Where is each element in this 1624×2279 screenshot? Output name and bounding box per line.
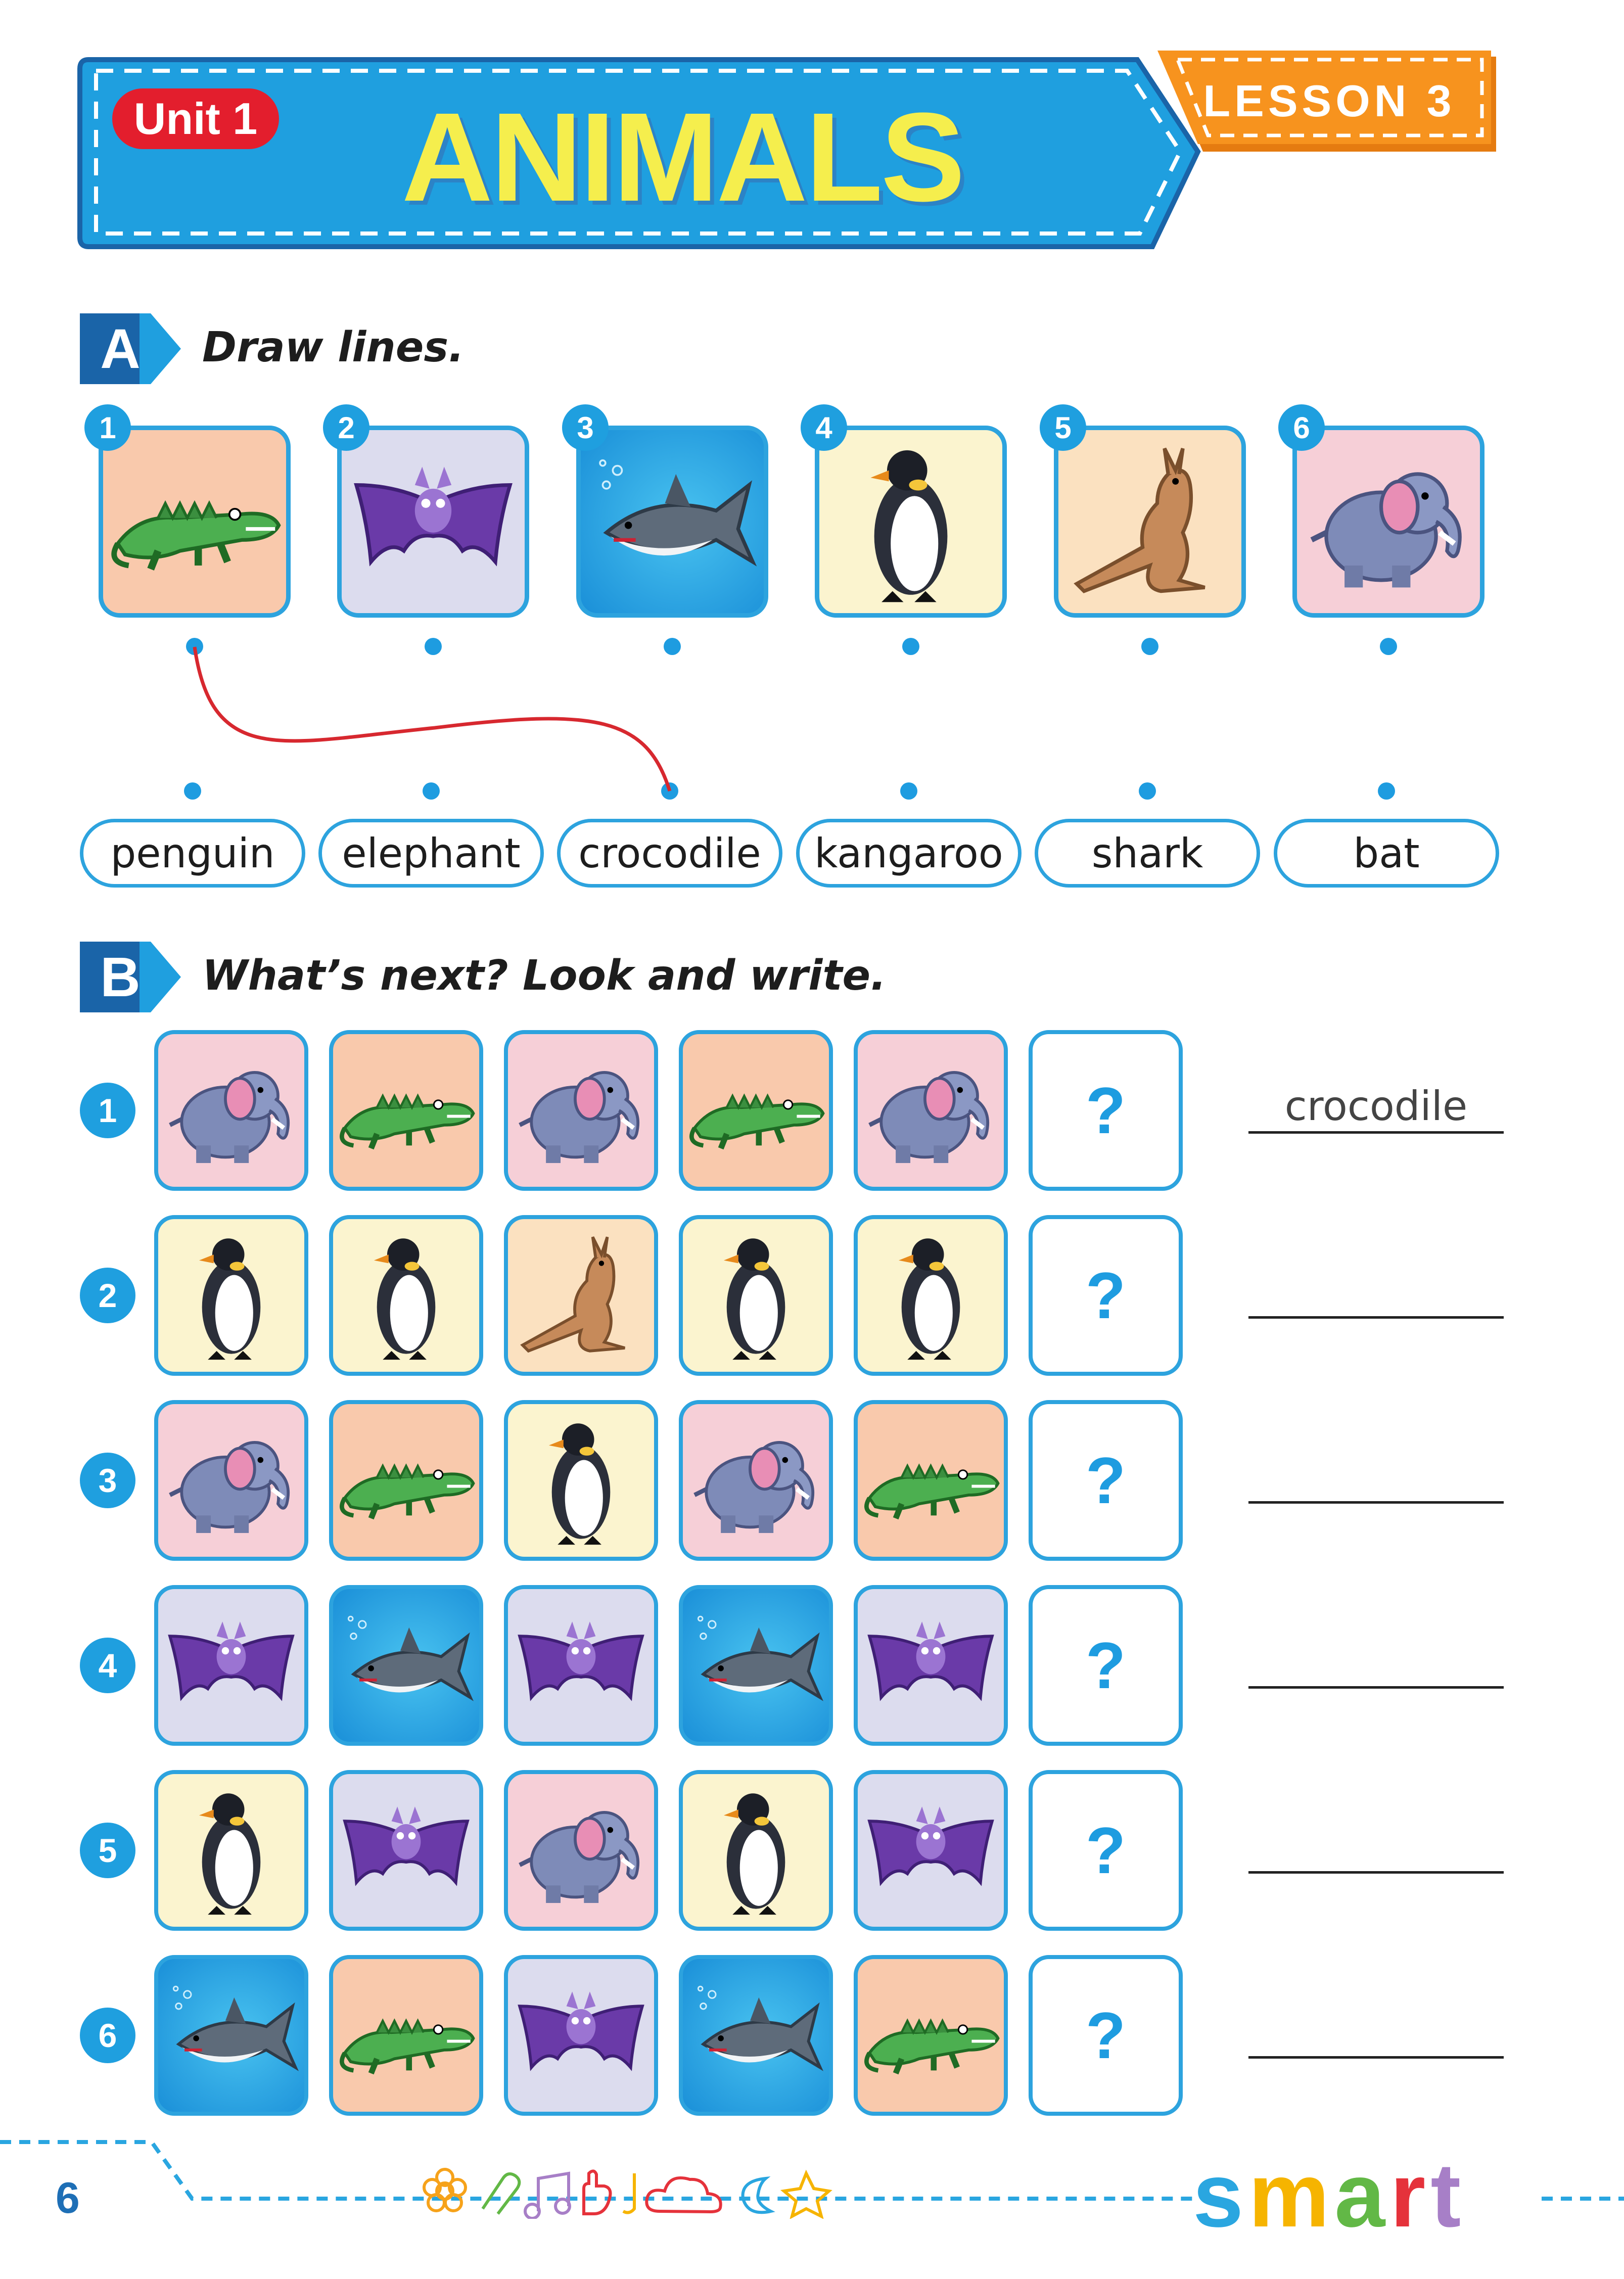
sequence-card <box>504 1955 658 2116</box>
sequence-card <box>329 1030 483 1191</box>
brand-letter: m <box>1248 2145 1330 2246</box>
crocodile-icon <box>683 1034 829 1187</box>
penguin-icon <box>683 1774 829 1927</box>
row-number-5: 5 <box>80 1823 135 1878</box>
cloud-icon <box>646 2178 720 2212</box>
word-box-kangaroo[interactable]: kangaroo <box>796 819 1022 888</box>
sequence-card <box>154 1400 308 1561</box>
sequence-card <box>154 1770 308 1931</box>
bat-icon <box>508 1959 654 2112</box>
sequence-card <box>154 1585 308 1746</box>
elephant-icon <box>858 1034 1004 1187</box>
answer-line <box>1248 1686 1504 1689</box>
sequence-card <box>504 1400 658 1561</box>
brand-letter: a <box>1334 2145 1385 2246</box>
row-number-2: 2 <box>80 1268 135 1323</box>
crocodile-icon <box>333 1404 479 1557</box>
sequence-card <box>329 1585 483 1746</box>
bat-icon <box>858 1589 1004 1742</box>
sequence-card <box>679 1585 833 1746</box>
brand-logo <box>1193 2143 1461 2248</box>
picture-number-1: 1 <box>84 404 131 451</box>
question-box: ? <box>1029 1585 1183 1746</box>
sequence-card <box>154 1030 308 1191</box>
crocodile-icon <box>858 1959 1004 2112</box>
question-box: ? <box>1029 1955 1183 2116</box>
question-box: ? <box>1029 1030 1183 1191</box>
note-icon <box>623 2173 634 2213</box>
answer-line <box>1248 1131 1504 1134</box>
moon-icon <box>743 2178 771 2212</box>
footer-doodles <box>422 2163 837 2219</box>
penguin-icon <box>158 1219 304 1372</box>
flower-icon <box>424 2169 466 2211</box>
row-number-6: 6 <box>80 2008 135 2063</box>
word-box-crocodile[interactable]: crocodile <box>557 819 782 888</box>
bat-icon <box>508 1589 654 1742</box>
elephant-icon <box>158 1034 304 1187</box>
sequence-card <box>154 1215 308 1376</box>
penguin-icon <box>508 1404 654 1557</box>
picture-number-5: 5 <box>1040 404 1086 451</box>
section-a-instruction: Draw lines. <box>202 323 465 371</box>
picture-number-3: 3 <box>562 404 609 451</box>
word-box-elephant[interactable]: elephant <box>318 819 544 888</box>
kangaroo-icon <box>508 1219 654 1372</box>
sequence-card <box>854 1030 1008 1191</box>
crocodile-icon <box>333 1959 479 2112</box>
shark-icon <box>683 1959 829 2112</box>
question-box: ? <box>1029 1215 1183 1376</box>
sequence-card <box>854 1955 1008 2116</box>
row-number-1: 1 <box>80 1083 135 1138</box>
elephant-icon <box>508 1774 654 1927</box>
elephant-icon <box>158 1404 304 1557</box>
penguin-icon <box>683 1219 829 1372</box>
paperclip-icon <box>483 2174 519 2214</box>
word-box-penguin[interactable]: penguin <box>80 819 305 888</box>
elephant-icon <box>683 1404 829 1557</box>
shark-icon <box>333 1589 479 1742</box>
bat-icon <box>333 1774 479 1927</box>
sequence-card <box>504 1770 658 1931</box>
shark-icon <box>683 1589 829 1742</box>
sequence-card <box>504 1585 658 1746</box>
penguin-icon <box>333 1219 479 1372</box>
question-box: ? <box>1029 1770 1183 1931</box>
music-note-icon <box>525 2173 570 2218</box>
row-number-3: 3 <box>80 1453 135 1508</box>
penguin-icon <box>158 1774 304 1927</box>
section-b-letter: B <box>100 946 141 1008</box>
sequence-card <box>854 1585 1008 1746</box>
elephant-icon <box>508 1034 654 1187</box>
sequence-card <box>679 1400 833 1561</box>
crocodile-icon <box>333 1034 479 1187</box>
sequence-card <box>504 1215 658 1376</box>
picture-number-4: 4 <box>801 404 847 451</box>
answer-line <box>1248 2056 1504 2059</box>
brand-letter: s <box>1193 2145 1244 2246</box>
sequence-card <box>504 1030 658 1191</box>
hand-icon <box>584 2171 611 2214</box>
sequence-card <box>154 1955 308 2116</box>
sequence-card <box>854 1400 1008 1561</box>
shark-icon <box>158 1959 304 2112</box>
answer-line <box>1248 1501 1504 1504</box>
row-number-4: 4 <box>80 1638 135 1693</box>
sequence-card <box>854 1215 1008 1376</box>
sequence-card <box>679 1030 833 1191</box>
word-box-shark[interactable]: shark <box>1035 819 1260 888</box>
crocodile-icon <box>858 1404 1004 1557</box>
section-b-instruction: What’s next? Look and write. <box>202 952 887 1000</box>
sequence-card <box>329 1770 483 1931</box>
section-a-letter: A <box>100 317 141 380</box>
sequence-card <box>329 1215 483 1376</box>
lesson-label: LESSON 3 <box>1203 76 1456 126</box>
answer-line <box>1248 1316 1504 1319</box>
example-match-line <box>0 0 1624 859</box>
sequence-card <box>329 1955 483 2116</box>
sequence-card <box>854 1770 1008 1931</box>
brand-letter: t <box>1430 2145 1461 2246</box>
sequence-card <box>329 1400 483 1561</box>
word-box-bat[interactable]: bat <box>1274 819 1499 888</box>
picture-number-6: 6 <box>1278 404 1325 451</box>
answer-field[interactable]: crocodile <box>1284 1083 1468 1130</box>
page-title: ANIMALS <box>401 86 963 227</box>
brand-letter: r <box>1390 2145 1426 2246</box>
bat-icon <box>158 1589 304 1742</box>
sequence-card <box>679 1770 833 1931</box>
picture-number-2: 2 <box>323 404 369 451</box>
page-number: 6 <box>56 2174 80 2222</box>
bat-icon <box>858 1774 1004 1927</box>
star-icon <box>784 2173 829 2216</box>
sequence-card <box>679 1215 833 1376</box>
unit-label: Unit 1 <box>112 88 279 149</box>
penguin-icon <box>858 1219 1004 1372</box>
question-box: ? <box>1029 1400 1183 1561</box>
sequence-card <box>679 1955 833 2116</box>
answer-line <box>1248 1871 1504 1874</box>
